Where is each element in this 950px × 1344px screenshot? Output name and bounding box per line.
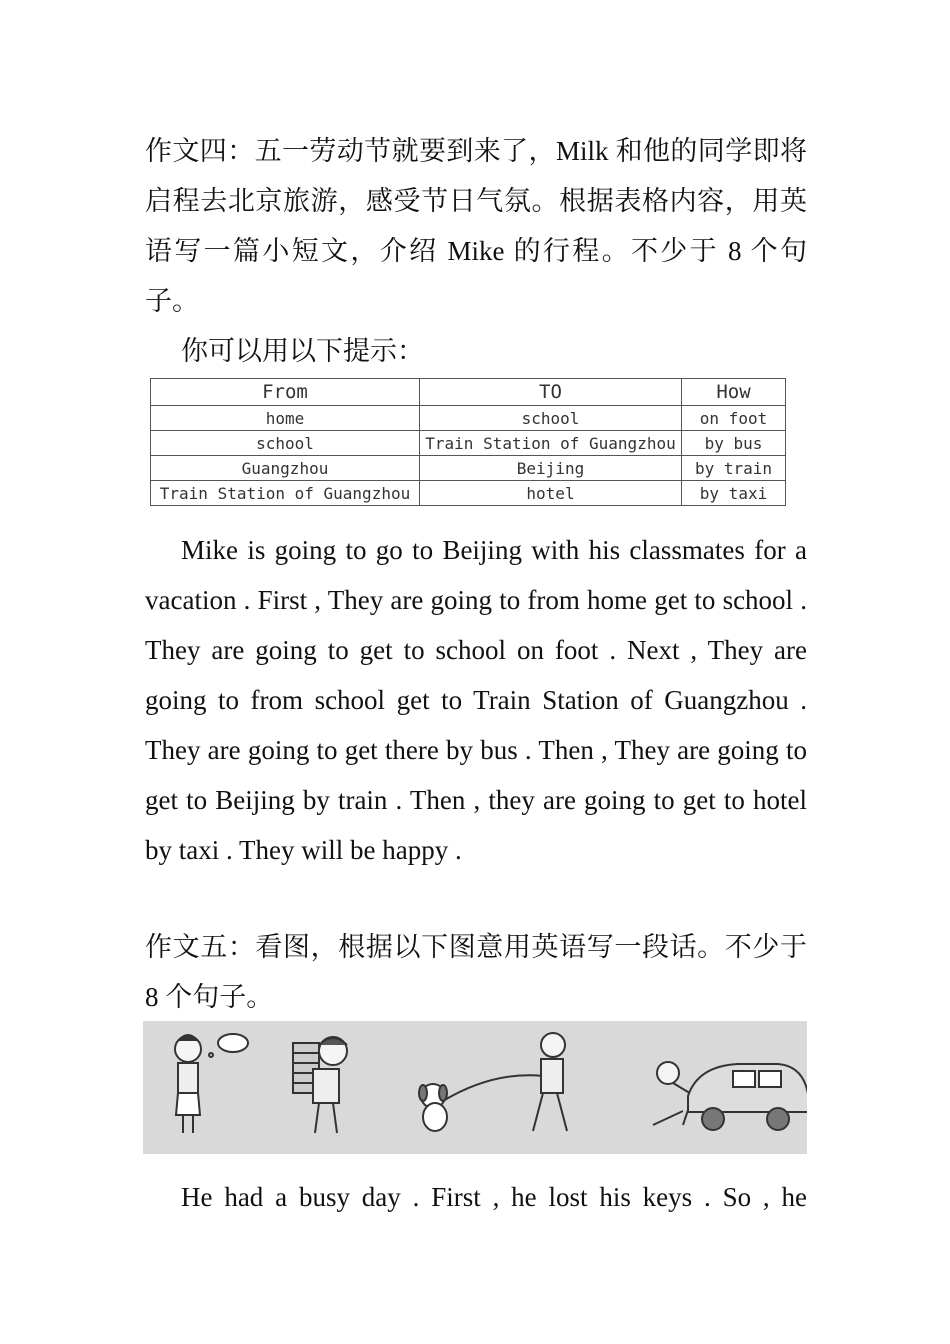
cell-how: by bus [682, 431, 786, 456]
cell-from: home [151, 406, 420, 431]
table-row [151, 406, 786, 431]
cell-how: by taxi [682, 481, 786, 506]
task4-title: 作文四：五一劳动节就要到来了，Milk 和他的同学即将启程去北京旅游，感受节日气氛。根据表格内容，用英语写一篇小短文，介绍 Mike 的行程。不少于 8 个句子。 [145, 136, 807, 316]
story-picture [143, 1021, 807, 1154]
table-header-row [151, 379, 786, 406]
task5-essay-block [145, 1172, 807, 1222]
task5-title: 作文五：看图，根据以下图意用英语写一段话。不少于 8 个句子。 [145, 932, 807, 1012]
cell-to: school [420, 406, 682, 431]
table-row [151, 481, 786, 506]
task4-hint: 你可以用以下提示： [181, 336, 424, 366]
cell-how: on foot [682, 406, 786, 431]
task5-prompt [145, 922, 807, 1022]
itinerary-table [150, 378, 786, 506]
header-from: From [151, 379, 420, 406]
task4-essay-block [145, 525, 807, 875]
man-pushing-car-figure [653, 1062, 807, 1130]
dog-walking-figure [419, 1033, 567, 1131]
cell-to: Train Station of Guangzhou [420, 431, 682, 456]
task5-essay: He had a busy day . First , he lost his keys . So , he [181, 1182, 807, 1212]
task4-prompt [145, 126, 807, 376]
header-how: How [682, 379, 786, 406]
cell-to: Beijing [420, 456, 682, 481]
table-row [151, 456, 786, 481]
cell-from: Train Station of Guangzhou [151, 481, 420, 506]
story-illustration [143, 1021, 807, 1154]
header-to: TO [420, 379, 682, 406]
boy-carrying-books-figure [293, 1037, 347, 1133]
cell-to: hotel [420, 481, 682, 506]
cell-from: Guangzhou [151, 456, 420, 481]
boy-thinking-figure [175, 1034, 248, 1133]
cell-from: school [151, 431, 420, 456]
task4-essay: Mike is going to go to Beijing with his classmates for a vacation . First , They are going to from home get to school . They are going to get to school on foot . Next , They are going to from school get to Train Station of Guangzhou . They are going to get there by bus . Then , They are going to get to Beijing by train . Then , they are going to get to hotel by taxi . They will be happy . [145, 535, 807, 865]
cell-how: by train [682, 456, 786, 481]
table-row [151, 431, 786, 456]
